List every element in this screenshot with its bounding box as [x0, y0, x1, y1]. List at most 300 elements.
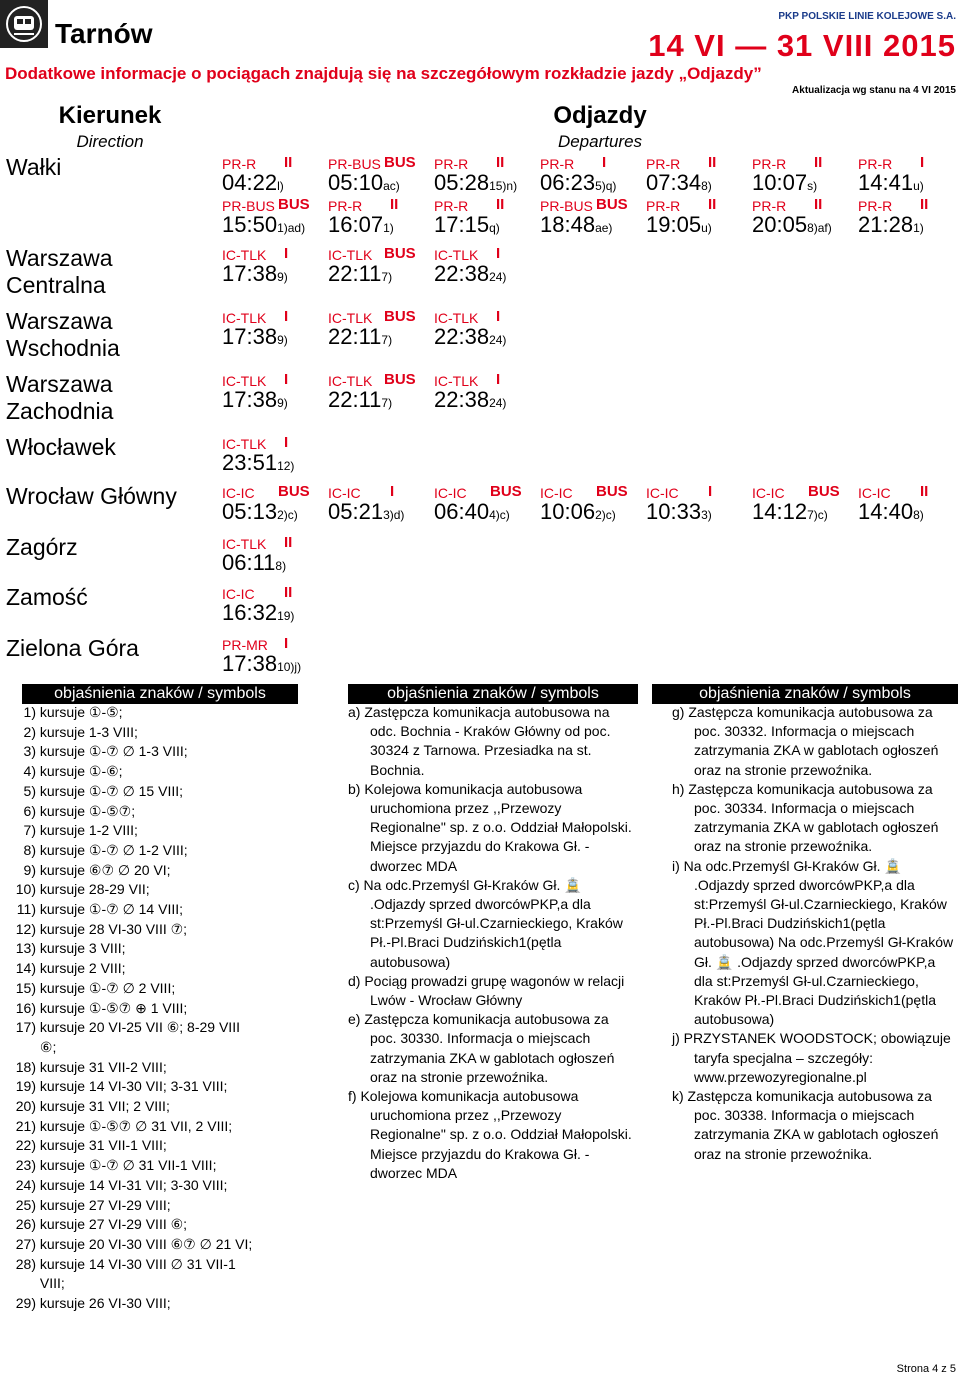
departure-entry — [646, 485, 751, 526]
departure-time — [434, 263, 539, 288]
note-text: ⑥; — [36, 1038, 57, 1055]
class-label: I — [284, 434, 289, 451]
footnote-ref: 7) — [381, 396, 393, 410]
note-key: 21) — [15, 1117, 36, 1134]
class-label: II — [284, 534, 293, 551]
notes-column-2 — [348, 703, 638, 1183]
category-label: IC-TLK — [434, 247, 479, 263]
class-label: II — [284, 584, 293, 601]
category-label: PR-R — [752, 156, 787, 172]
class-label: I — [496, 308, 501, 325]
category-label: IC-IC — [646, 485, 679, 501]
departure-time — [222, 263, 327, 288]
time-value: 04:22 — [222, 170, 278, 195]
train-category — [646, 198, 751, 214]
note-key: 17) — [15, 1019, 36, 1036]
train-category — [646, 156, 751, 172]
train-logo-icon — [0, 0, 48, 48]
note-text: kursuje ①-⑦ ∅ 14 VIII; — [36, 901, 184, 918]
note-item: f) Kolejowa komunikacja autobusowa uruchomiona przez ,,Przewozy Regionalne" sp. z o.o. Oddział Małopolski. Miejsce przyjazdu do Krakowa Gł. - dworzec MDA — [348, 1088, 632, 1181]
class-label: II — [814, 154, 823, 171]
note-text: kursuje 31 VII; 2 VIII; — [36, 1098, 170, 1115]
note-text: kursuje ①-⑤⑦ ∅ 31 VII, 2 VIII; — [36, 1117, 233, 1134]
note-text: kursuje 1-2 VIII; — [36, 822, 138, 839]
category-label: PR-R — [434, 198, 469, 214]
info-text: Dodatkowe informacje o pociągach znajdują się na szczegółowym rozkładzie jazdy „Odjazdy” — [5, 64, 762, 83]
category-label: PR-BUS — [540, 198, 593, 214]
category-label: PR-R — [328, 198, 363, 214]
destination-name — [6, 308, 120, 362]
note-key: 22) — [15, 1137, 36, 1154]
train-category — [222, 586, 327, 602]
train-category — [434, 310, 539, 326]
train-category — [434, 198, 539, 214]
departure-time — [222, 552, 327, 577]
note-text: kursuje 27 VI-29 VIII; — [36, 1196, 171, 1213]
category-label: PR-R — [752, 198, 787, 214]
destination-name — [6, 534, 78, 561]
category-label: PR-R — [646, 198, 681, 214]
note-text: kursuje 3 VIII; — [36, 940, 126, 957]
note-key: 10) — [15, 881, 36, 898]
footnote-ref: s) — [807, 179, 818, 193]
category-label: PR-R — [646, 156, 681, 172]
departure-entry — [646, 156, 751, 197]
footnote-ref: 10)j) — [277, 660, 302, 674]
destination-line: Zagórz — [6, 534, 78, 560]
train-category — [646, 485, 751, 501]
note-key: 14) — [15, 960, 36, 977]
note-item: j) PRZYSTANEK WOODSTOCK; obowiązuje taryfa specjalna – szczegóły: www.przewozyregionalne.pl — [672, 1030, 951, 1085]
train-category — [328, 373, 433, 389]
footnote-ref: u) — [701, 221, 712, 235]
time-value: 22:11 — [328, 261, 382, 286]
departure-entry — [540, 485, 645, 526]
note-text: kursuje 26 VI-30 VIII; — [36, 1295, 171, 1312]
time-value: 07:34 — [646, 170, 702, 195]
symbols-header-2: objaśnienia znaków / symbols — [348, 684, 638, 704]
note-key: 23) — [15, 1157, 36, 1174]
departure-entry — [222, 436, 327, 477]
train-category — [222, 436, 327, 452]
train-category — [434, 247, 539, 263]
train-category — [328, 310, 433, 326]
departure-time — [858, 172, 960, 197]
departure-entry — [222, 247, 327, 288]
departure-entry — [752, 156, 857, 197]
destination-line: Zamość — [6, 584, 88, 610]
note-key: 1) — [23, 704, 36, 720]
departure-entry — [540, 156, 645, 197]
time-value: 14:41 — [858, 170, 914, 195]
note-item — [0, 703, 320, 723]
note-item — [0, 1097, 320, 1117]
class-label: I — [602, 154, 607, 171]
departure-entry — [434, 485, 539, 526]
note-item — [0, 880, 320, 900]
departure-time — [328, 263, 433, 288]
class-label: I — [284, 635, 289, 652]
departure-time — [222, 326, 327, 351]
note-text: kursuje ①-⑦ ∅ 15 VIII; — [36, 782, 184, 799]
note-text: kursuje 14 VI-30 VIII ∅ 31 VII-1 — [36, 1255, 236, 1272]
class-label: I — [390, 483, 395, 500]
category-label: PR-R — [540, 156, 575, 172]
time-value: 10:06 — [540, 499, 596, 524]
departure-entry — [434, 198, 539, 239]
note-item — [0, 1018, 320, 1038]
train-category — [222, 485, 327, 501]
time-value: 17:38 — [222, 387, 278, 412]
category-label: IC-TLK — [222, 310, 267, 326]
footnote-ref: 1)ad) — [277, 221, 306, 235]
time-value: 19:05 — [646, 212, 702, 237]
time-value: 14:12 — [752, 499, 808, 524]
note-item — [0, 1294, 320, 1314]
update-text: Aktualizacja wg stanu na 4 VI 2015 — [792, 85, 956, 96]
class-label: I — [708, 483, 713, 500]
train-category — [222, 247, 327, 263]
note-item — [0, 782, 320, 802]
departure-time — [646, 501, 751, 526]
departures-subheading: Departures — [557, 132, 643, 151]
footnote-ref: 8) — [913, 508, 924, 522]
note-item: k) Zastępcza komunikacja autobusowa za poc. 30338. Informacja o miejscach zatrzymania ZKA w gablotach ogłoszeń oraz na stronie przewoźnika. — [672, 1088, 939, 1162]
note-text: kursuje 28-29 VII; — [36, 881, 150, 898]
category-label: IC-TLK — [328, 373, 373, 389]
note-key: 13) — [15, 940, 36, 957]
note-text: kursuje 20 VI-25 VII ⑥; 8-29 VIII — [36, 1019, 240, 1036]
note-key: 24) — [15, 1176, 36, 1193]
notes-column-3 — [672, 703, 957, 1164]
note-item: h) Zastępcza komunikacja autobusowa za poc. 30334. Informacja o miejscach zatrzymania ZKA w gablotach ogłoszeń oraz na stronie przewoźnika. — [672, 780, 939, 855]
departure-entry — [328, 247, 433, 288]
note-key: 16) — [15, 999, 36, 1016]
class-label: II — [708, 196, 717, 213]
footnote-ref: 8) — [701, 179, 712, 193]
footnote-ref: 2)c) — [595, 508, 616, 522]
footnote-ref: u) — [913, 179, 924, 193]
footnote-ref: 7) — [381, 333, 393, 347]
note-text: kursuje 14 VI-31 VII; 3-30 VIII; — [36, 1176, 228, 1193]
class-label: II — [496, 154, 505, 171]
category-label: IC-IC — [328, 485, 361, 501]
departure-entry — [222, 485, 327, 526]
train-category — [328, 485, 433, 501]
note-key: 18) — [15, 1058, 36, 1075]
note-item — [0, 999, 320, 1019]
train-category — [434, 156, 539, 172]
destination-name — [6, 635, 139, 662]
destination-line: Wschodnia — [6, 335, 120, 361]
note-key: 25) — [15, 1196, 36, 1213]
departure-entry — [752, 198, 857, 239]
time-value: 21:28 — [858, 212, 914, 237]
note-text: kursuje 31 VII-2 VIII; — [36, 1058, 167, 1075]
footnote-ref: 15)n) — [489, 179, 518, 193]
departures-heading: Odjazdy — [553, 102, 647, 129]
destination-name — [6, 154, 61, 181]
note-key: 5) — [23, 782, 36, 799]
date-range: 14 VI — 31 VIII 2015 — [648, 28, 956, 63]
train-category — [328, 247, 433, 263]
footnote-ref: 19) — [277, 609, 295, 623]
departure-time — [222, 389, 327, 414]
note-key: 15) — [15, 979, 36, 996]
footnote-ref: 5)q) — [595, 179, 617, 193]
note-item — [0, 723, 320, 743]
destination-line: Warszawa — [6, 308, 113, 334]
train-category — [540, 156, 645, 172]
time-value: 22:11 — [328, 324, 382, 349]
time-value: 16:32 — [222, 600, 278, 625]
departure-time — [434, 389, 539, 414]
departure-time — [222, 602, 327, 627]
footnote-ref: 9) — [277, 270, 288, 284]
station-name: Tarnów — [55, 18, 153, 49]
note-key: 20) — [15, 1098, 36, 1115]
footnote-ref: 7)c) — [807, 508, 828, 522]
category-label: IC-TLK — [328, 247, 373, 263]
time-value: 17:38 — [222, 651, 278, 676]
departure-time — [540, 214, 645, 239]
departure-entry — [328, 373, 433, 414]
time-value: 17:38 — [222, 324, 278, 349]
train-category — [328, 198, 433, 214]
train-category — [858, 485, 960, 501]
departure-entry — [222, 373, 327, 414]
time-value: 06:11 — [222, 550, 276, 575]
departure-time — [540, 172, 645, 197]
train-category — [752, 198, 857, 214]
note-text: kursuje 2 VIII; — [36, 960, 126, 977]
note-key: 12) — [15, 920, 36, 937]
footnote-ref: 3)d) — [383, 508, 405, 522]
destination-line: Zachodnia — [6, 398, 114, 424]
category-label: IC-TLK — [434, 310, 479, 326]
train-category — [858, 156, 960, 172]
note-key: 6) — [23, 802, 36, 819]
footnote-ref: 8)af) — [807, 221, 832, 235]
destination-line: Zielona Góra — [6, 635, 139, 661]
destination-name — [6, 483, 177, 510]
class-label: I — [284, 371, 289, 388]
note-item — [0, 802, 320, 822]
departure-entry — [328, 485, 433, 526]
departure-time — [328, 389, 433, 414]
note-key: 11) — [16, 901, 36, 918]
departure-entry — [328, 198, 433, 239]
departure-time — [328, 326, 433, 351]
note-item — [0, 1077, 320, 1097]
note-item — [0, 979, 320, 999]
train-category — [222, 373, 327, 389]
train-category — [434, 485, 539, 501]
class-label: BUS — [384, 154, 416, 171]
category-label: IC-IC — [222, 485, 255, 501]
note-text: kursuje 31 VII-1 VIII; — [36, 1137, 167, 1154]
note-key: 29) — [15, 1295, 36, 1312]
destination-name — [6, 434, 116, 461]
train-category — [222, 198, 327, 214]
departure-time — [434, 172, 539, 197]
category-label: IC-IC — [540, 485, 573, 501]
note-item — [0, 1058, 320, 1078]
symbols-header-3: objaśnienia znaków / symbols — [652, 684, 958, 704]
departure-time — [222, 214, 327, 239]
note-key: 4) — [23, 763, 36, 780]
class-label: BUS — [278, 196, 310, 213]
class-label: II — [708, 154, 717, 171]
time-value: 05:13 — [222, 499, 278, 524]
note-text: kursuje ①-⑦ ∅ 1-3 VIII; — [36, 743, 188, 760]
footnote-ref: ae) — [595, 221, 613, 235]
train-category — [222, 637, 327, 653]
class-label: BUS — [384, 245, 416, 262]
departure-entry — [752, 485, 857, 526]
note-text: kursuje 20 VI-30 VIII ⑥⑦ ∅ 21 VI; — [36, 1235, 253, 1252]
train-category — [222, 310, 327, 326]
footnote-ref: 12) — [277, 459, 295, 473]
departure-time — [858, 501, 960, 526]
destination-line: Warszawa — [6, 371, 113, 397]
note-key: 28) — [15, 1255, 36, 1272]
category-label: IC-IC — [752, 485, 785, 501]
category-label: PR-BUS — [222, 198, 275, 214]
notes-column-1 — [0, 703, 320, 1314]
note-text: kursuje 27 VI-29 VIII ⑥; — [36, 1216, 188, 1233]
class-label: II — [390, 196, 399, 213]
note-text: kursuje 1-3 VIII; — [36, 723, 138, 740]
note-item — [0, 1215, 320, 1235]
class-label: BUS — [490, 483, 522, 500]
train-category — [858, 198, 960, 214]
category-label: PR-R — [222, 156, 257, 172]
departure-entry — [540, 198, 645, 239]
note-item — [0, 1136, 320, 1156]
train-category — [434, 373, 539, 389]
departure-time — [328, 214, 433, 239]
train-category — [540, 485, 645, 501]
footnote-ref: 2)c) — [277, 508, 298, 522]
note-item — [0, 742, 320, 762]
departure-time — [752, 172, 857, 197]
departure-entry — [222, 198, 327, 239]
departure-entry — [222, 586, 327, 627]
category-label: IC-TLK — [222, 436, 267, 452]
class-label: I — [284, 245, 289, 262]
departure-entry — [434, 247, 539, 288]
note-item: i) Na odc.Przemyśl Gł-Kraków Gł. 🚊 .Odjazdy sprzed dworcówPKP,a dla st:Przemyśl Gł-ul.Czarnieckiego, Kraków Pł.-Pl.Braci Dudzińskich1(pętla autobusowa) Na odc.Przemyśl Gł-Kraków Gł. 🚊 .Odjazdy sprzed dworcówPKP,a dla st:Przemyśl Gł-ul.Czarnieckiego, Kraków Pł.-Pl.Braci Dudzińskich1(pętla autobusowa) — [672, 857, 954, 1028]
note-key: 2) — [23, 723, 36, 740]
note-item: d) Pociąg prowadzi grupę wagonów w relacji Lwów - Wrocław Główny — [348, 972, 625, 1009]
class-label: BUS — [384, 371, 416, 388]
class-label: II — [814, 196, 823, 213]
class-label: I — [496, 245, 501, 262]
footnote-ref: 4)c) — [489, 508, 510, 522]
note-key: 19) — [15, 1078, 36, 1095]
destination-name — [6, 371, 113, 425]
destination-line: Włocławek — [6, 434, 116, 460]
note-item — [0, 920, 320, 940]
footnote-ref: 9) — [277, 333, 288, 347]
category-label: PR-R — [434, 156, 469, 172]
destination-name — [6, 245, 113, 299]
class-label: BUS — [596, 483, 628, 500]
note-item — [0, 939, 320, 959]
class-label: II — [496, 196, 505, 213]
page-number: Strona 4 z 5 — [896, 1363, 956, 1375]
note-item — [0, 1196, 320, 1216]
note-text: kursuje 14 VI-30 VII; 3-31 VIII; — [36, 1078, 228, 1095]
class-label: II — [920, 483, 929, 500]
footnote-ref: 24) — [489, 396, 507, 410]
class-label: BUS — [384, 308, 416, 325]
departure-time — [222, 501, 327, 526]
time-value: 22:38 — [434, 261, 490, 286]
footnote-ref: l) — [277, 179, 284, 193]
time-value: 16:07 — [328, 212, 384, 237]
departure-entry — [222, 536, 327, 577]
note-item — [0, 1255, 320, 1275]
departure-time — [434, 326, 539, 351]
class-label: II — [920, 196, 929, 213]
note-key: 7) — [23, 822, 36, 839]
note-text: VIII; — [36, 1275, 65, 1292]
footnote-ref: 1) — [913, 221, 924, 235]
category-label: PR-MR — [222, 637, 268, 653]
category-label: IC-TLK — [222, 247, 267, 263]
category-label: PR-R — [858, 156, 893, 172]
note-text: kursuje ①-⑤; — [36, 704, 123, 720]
category-label: IC-IC — [434, 485, 467, 501]
symbols-header-1: objaśnienia znaków / symbols — [22, 684, 298, 704]
departure-time — [434, 214, 539, 239]
time-value: 15:50 — [222, 212, 278, 237]
note-text: kursuje ①-⑤⑦ ⊕ 1 VIII; — [36, 999, 188, 1016]
category-label: IC-TLK — [222, 536, 267, 552]
note-text: kursuje ①-⑤⑦; — [36, 802, 136, 819]
train-category — [540, 198, 645, 214]
category-label: PR-BUS — [328, 156, 381, 172]
note-text: kursuje ①-⑦ ∅ 31 VII-1 VIII; — [36, 1157, 217, 1174]
footnote-ref: 24) — [489, 333, 507, 347]
departure-entry — [858, 485, 960, 526]
category-label: PR-R — [858, 198, 893, 214]
note-text: kursuje ①-⑦ ∅ 2 VIII; — [36, 979, 176, 996]
time-value: 23:51 — [222, 450, 278, 475]
class-label: II — [284, 154, 293, 171]
note-item — [0, 1038, 320, 1058]
time-value: 05:21 — [328, 499, 384, 524]
category-label: IC-IC — [858, 485, 891, 501]
class-label: BUS — [808, 483, 840, 500]
class-label: I — [496, 371, 501, 388]
time-value: 17:15 — [434, 212, 490, 237]
departure-entry — [222, 310, 327, 351]
departure-time — [222, 653, 327, 678]
footnote-ref: q) — [489, 221, 500, 235]
destination-line: Warszawa — [6, 245, 113, 271]
departure-time — [752, 501, 857, 526]
note-item — [0, 841, 320, 861]
time-value: 22:38 — [434, 387, 490, 412]
time-value: 10:07 — [752, 170, 808, 195]
departure-time — [646, 172, 751, 197]
note-item — [0, 861, 320, 881]
destination-line: Centralna — [6, 272, 106, 298]
class-label: I — [920, 154, 925, 171]
